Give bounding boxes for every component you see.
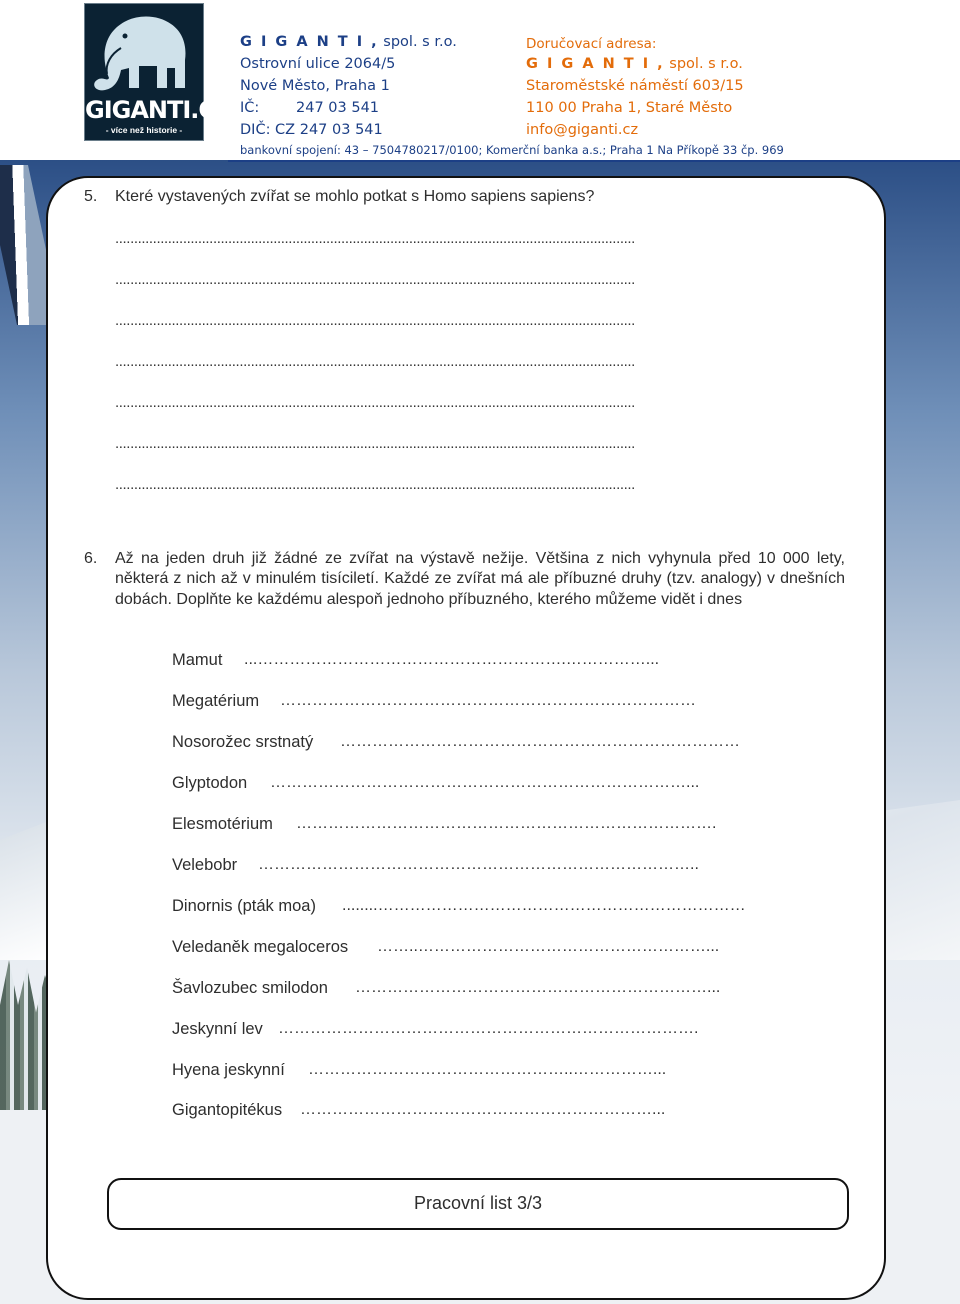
right-company-name: G I G A N T I , xyxy=(526,56,665,72)
question5-number: 5. xyxy=(84,188,98,205)
right-company-line xyxy=(526,56,743,72)
answer-line[interactable]: .......................................................................................................................................... xyxy=(115,312,635,329)
animal-answer-field[interactable]: ...………………………………………………….……………... xyxy=(244,651,660,668)
animal-label: Dinornis (pták moa) xyxy=(172,897,316,915)
question5-text: Které vystavených zvířat se mohlo potkat s Homo sapiens sapiens? xyxy=(115,188,595,205)
mammoth-icon xyxy=(91,8,197,96)
company-logo xyxy=(84,3,232,141)
delivery-address-title: Doručovací adresa: xyxy=(526,36,657,52)
question6-text: Až na jeden druh již žádné ze zvířat na výstavě nežije. Většina z nich vyhynula před 10 000 lety, některá z nich až v minulém tisíciletí. Každé ze zvířat má ale příbuzné druhy (tzv. analogy) v dnešních dobách. Doplňte ke každému alespoň jednoho příbuzného, kterého můžeme vidět i dnes xyxy=(115,550,845,608)
animal-label: Glyptodon xyxy=(172,774,248,792)
email-address: info@giganti.cz xyxy=(526,122,639,138)
animal-label: Elesmotérium xyxy=(172,815,273,833)
animal-answer-field[interactable]: …………………………………………………………... xyxy=(355,979,721,996)
answer-line[interactable]: .......................................................................................................................................... xyxy=(115,394,635,411)
animal-label: Jeskynní lev xyxy=(172,1020,263,1038)
logo-tagline: - více než historie - xyxy=(105,125,183,135)
left-company-suffix: spol. s r.o. xyxy=(383,34,457,50)
answer-line[interactable]: .......................................................................................................................................... xyxy=(115,476,635,493)
right-company-suffix: spol. s r.o. xyxy=(669,56,743,72)
bank-details: bankovní spojení: 43 – 7504780217/0100; Komerční banka a.s.; Praha 1 Na Příkopě 33 čp. 969 xyxy=(240,143,784,157)
ic-label: IČ: xyxy=(240,100,260,116)
dic-line: DIČ: CZ 247 03 541 xyxy=(240,122,383,138)
animal-label: Velebobr xyxy=(172,856,238,874)
animal-label: Megatérium xyxy=(172,692,260,710)
animal-label: Hyena jeskynní xyxy=(172,1061,285,1079)
answer-line[interactable]: .......................................................................................................................................... xyxy=(115,230,635,247)
animal-answer-field[interactable]: ……………………………………………………………………... xyxy=(270,774,700,791)
animal-label: Šavlozubec smilodon xyxy=(172,979,328,997)
answer-line[interactable]: .......................................................................................................................................... xyxy=(115,271,635,288)
question6-number: 6. xyxy=(84,550,98,567)
animal-answer-field[interactable]: …………………………………………………………………… xyxy=(280,692,696,709)
animal-label: Mamut xyxy=(172,651,223,669)
worksheet-page-label: Pracovní list 3/3 xyxy=(413,1193,543,1213)
animal-answer-field[interactable]: …………………………………………..……………... xyxy=(308,1061,667,1078)
animal-answer-field[interactable]: ........…………………………………………………………… xyxy=(342,897,746,914)
logo-brand-text: GIGANTI.CZ xyxy=(85,96,232,124)
animal-label: Veledaněk megaloceros xyxy=(172,938,349,956)
left-district: Nové Město, Praha 1 xyxy=(240,78,390,94)
answer-line[interactable]: .......................................................................................................................................... xyxy=(115,353,635,370)
letterhead xyxy=(0,0,960,160)
animal-answer-field[interactable]: ……………………………………………………………………. xyxy=(296,815,717,832)
animal-answer-field[interactable]: ……………………………………………………………………….. xyxy=(258,856,699,873)
animal-answer-field[interactable]: ……..………………………………………………... xyxy=(377,938,720,955)
animal-answer-field[interactable]: ………………………………………………………………… xyxy=(340,733,740,750)
animal-answer-field[interactable]: ……………………………………………………………………. xyxy=(278,1020,699,1037)
animal-label: Nosorožec srstnatý xyxy=(172,733,314,751)
left-company-name: G I G A N T I , xyxy=(240,34,379,50)
header-divider xyxy=(228,160,960,162)
right-city: 110 00 Praha 1, Staré Město xyxy=(526,100,733,116)
left-company-line xyxy=(240,34,457,50)
worksheet-footer xyxy=(107,1178,849,1230)
right-street: Staroměstské náměstí 603/15 xyxy=(526,78,744,94)
left-street: Ostrovní ulice 2064/5 xyxy=(240,56,396,72)
answer-line[interactable]: .......................................................................................................................................... xyxy=(115,435,635,452)
ic-value: 247 03 541 xyxy=(296,100,380,116)
animal-label: Gigantopitékus xyxy=(172,1101,283,1119)
animal-answer-field[interactable]: …………………………………………………………... xyxy=(300,1101,666,1118)
